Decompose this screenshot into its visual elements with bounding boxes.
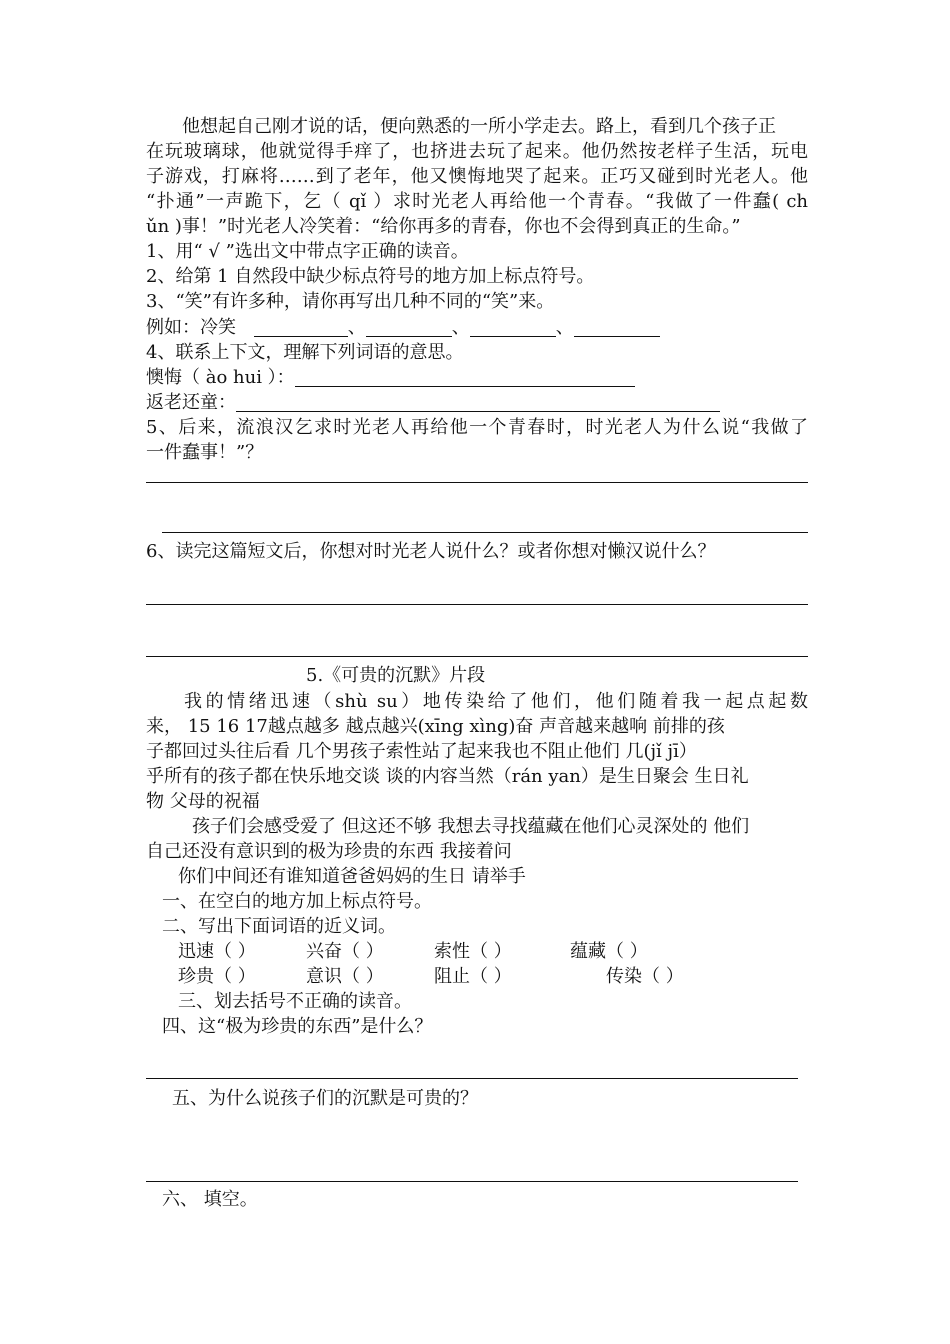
synonym-item[interactable]: 珍贵（ ）: [178, 966, 256, 987]
answer-blank[interactable]: [574, 318, 660, 337]
question-3-example: [146, 316, 660, 340]
synonym-item[interactable]: 传染（ ）: [606, 966, 684, 987]
separator: 、: [347, 317, 366, 338]
passage-line: 他想起自己刚才说的话，便向熟悉的一所小学走去。路上，看到几个孩子正: [182, 116, 776, 137]
question-one: 一、在空白的地方加上标点符号。: [162, 891, 432, 912]
separator: 、: [555, 317, 574, 338]
passage-line: “扑通”一声跪下，乞（ qǐ ）求时光老人再给他一个青春。“我做了一件蠢( ch: [146, 191, 808, 212]
question-three: 三、划去括号不正确的读音。: [178, 991, 412, 1012]
synonym-item[interactable]: 兴奋（ ）: [306, 941, 384, 962]
synonym-row: [178, 965, 684, 989]
passage-line: 物 父母的祝福: [146, 791, 260, 812]
passage-line: 孩子们会感受爱了 但这还不够 我想去寻找蕴藏在他们心灵深处的 他们: [192, 816, 750, 837]
passage-line: 子都回过头往后看 几个男孩子索性站了起来我也不阻止他们 几(jǐ jī）: [146, 741, 697, 762]
word-label: 懊悔（ ào hui ）：: [146, 367, 295, 388]
question-2: 2、给第 1 自然段中缺少标点符号的地方加上标点符号。: [146, 266, 595, 287]
question-five: 五、为什么说孩子们的沉默是可贵的？: [172, 1088, 478, 1109]
answer-line[interactable]: [146, 482, 808, 483]
answer-line[interactable]: [146, 604, 808, 605]
synonym-item[interactable]: 蕴藏（ ）: [570, 941, 648, 962]
word-label: 返老还童：: [146, 392, 236, 413]
answer-blank[interactable]: [236, 393, 720, 412]
answer-line[interactable]: [162, 532, 808, 533]
question-four: 四、这“极为珍贵的东西”是什么？: [162, 1016, 433, 1037]
question-5: 5、后来，流浪汉乞求时光老人再给他一个青春时，时光老人为什么说“我做了: [146, 417, 808, 438]
synonym-item[interactable]: 迅速（ ）: [178, 941, 256, 962]
passage-line: 你们中间还有谁知道爸爸妈妈的生日 请举手: [178, 866, 526, 887]
synonym-item[interactable]: 意识（ ）: [306, 966, 384, 987]
example-label: 例如：冷笑: [146, 317, 236, 338]
answer-line[interactable]: [146, 1078, 798, 1079]
passage-line: ǔn )事！”时光老人冷笑着：“给你再多的青春，你也不会得到真正的生命。”: [146, 216, 741, 237]
synonym-item[interactable]: 索性（ ）: [434, 941, 512, 962]
passage-line: 乎所有的孩子都在快乐地交谈 谈的内容当然（rán yan）是生日聚会 生日礼: [146, 766, 749, 787]
synonym-row: [178, 940, 648, 964]
question-4a: [146, 366, 635, 390]
answer-line[interactable]: [146, 656, 808, 657]
answer-blank[interactable]: [366, 318, 452, 337]
answer-line[interactable]: [146, 1181, 798, 1182]
passage-line: 子游戏，打麻将……到了老年，他又懊悔地哭了起来。正巧又碰到时光老人。他: [146, 166, 808, 187]
question-3: 3、“笑”有许多种，请你再写出几种不同的“笑”来。: [146, 291, 555, 312]
question-6: 6、读完这篇短文后，你想对时光老人说什么？或者你想对懒汉说什么？: [146, 541, 716, 562]
answer-blank[interactable]: [254, 318, 348, 337]
passage-line: 自己还没有意识到的极为珍贵的东西 我接着问: [146, 841, 512, 862]
question-two: 二、写出下面词语的近义词。: [162, 916, 396, 937]
separator: 、: [451, 317, 470, 338]
question-4b: [146, 391, 720, 415]
section-title: 5.《可贵的沉默》片段: [306, 665, 486, 686]
passage-line: 我的情绪迅速（shù su）地传染给了他们，他们随着我一起点起数: [184, 691, 808, 712]
question-4: 4、联系上下文，理解下列词语的意思。: [146, 342, 464, 363]
question-1: 1、用“ √ ”选出文中带点字正确的读音。: [146, 241, 469, 262]
synonym-item[interactable]: 阻止（ ）: [434, 966, 512, 987]
question-six: 六、 填空。: [162, 1189, 258, 1210]
answer-blank[interactable]: [295, 368, 635, 387]
question-5-cont: 一件蠢事！”？: [146, 442, 264, 463]
passage-line: 在玩玻璃球，他就觉得手痒了，也挤进去玩了起来。他仍然按老样子生活，玩电: [146, 141, 808, 162]
passage-line: 来， 15 16 17越点越多 越点越兴(xīng xìng)奋 声音越来越响 前排的孩: [146, 716, 725, 737]
answer-blank[interactable]: [470, 318, 556, 337]
